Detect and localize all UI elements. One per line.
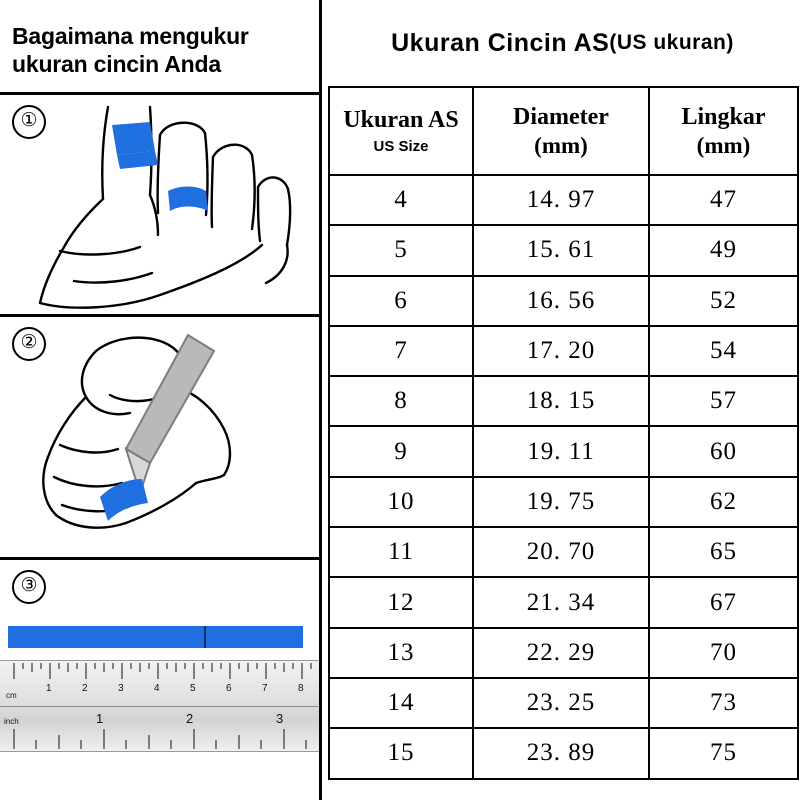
step-2-block	[0, 314, 319, 557]
cell-us-size: 12	[329, 577, 473, 627]
ruler-unit-cm: cm	[6, 691, 17, 700]
cell-diameter: 15. 61	[473, 225, 649, 275]
size-table-title-main: Ukuran Cincin AS	[391, 28, 610, 57]
table-row	[329, 326, 798, 376]
cell-us-size: 10	[329, 477, 473, 527]
cell-circumference: 57	[649, 376, 798, 426]
cell-circumference: 70	[649, 628, 798, 678]
cell-diameter: 23. 89	[473, 728, 649, 778]
table-row	[329, 678, 798, 728]
cell-circumference: 52	[649, 276, 798, 326]
cell-diameter: 14. 97	[473, 175, 649, 225]
ruler-unit-inch: inch	[4, 717, 19, 726]
step-1-number: ①	[12, 105, 46, 139]
table-row	[329, 426, 798, 476]
cell-circumference: 65	[649, 527, 798, 577]
cell-circumference: 73	[649, 678, 798, 728]
table-row	[329, 728, 798, 778]
cell-us-size: 14	[329, 678, 473, 728]
strip-mark-line	[204, 626, 206, 648]
ruler-illustration	[0, 660, 319, 752]
cell-circumference: 62	[649, 477, 798, 527]
ruler-cm-label-4: 4	[154, 683, 160, 694]
instructions-title-line2: ukuran cincin Anda	[12, 51, 221, 78]
hand-with-paper-strip-illustration	[0, 95, 319, 314]
ruler-cm-label-6: 6	[226, 683, 232, 694]
ruler-inch-label-1: 1	[96, 711, 104, 726]
cell-us-size: 7	[329, 326, 473, 376]
cell-diameter: 19. 11	[473, 426, 649, 476]
cell-circumference: 75	[649, 728, 798, 778]
ruler-cm-label-2: 2	[82, 683, 88, 694]
cell-us-size: 5	[329, 225, 473, 275]
instructions-title-line1: Bagaimana mengukur	[12, 23, 249, 49]
column-header-diameter	[473, 87, 649, 175]
hand-marking-strip-with-pen-illustration	[0, 317, 319, 557]
column-header-diameter-main: Diameter	[513, 103, 609, 130]
table-header-row	[329, 87, 798, 175]
ruler-cm-label-3: 3	[118, 683, 124, 694]
paper-strip-blue	[8, 626, 303, 648]
ring-size-table	[328, 86, 799, 780]
cell-us-size: 15	[329, 728, 473, 778]
cell-us-size: 4	[329, 175, 473, 225]
ruler-inch-label-2: 2	[186, 711, 194, 726]
table-row	[329, 175, 798, 225]
step-3-block	[0, 557, 319, 800]
size-table-panel	[325, 0, 800, 800]
column-header-circumference	[649, 87, 798, 175]
ruler-center-line	[0, 706, 319, 707]
table-row	[329, 577, 798, 627]
cell-us-size: 9	[329, 426, 473, 476]
ruler-cm-label-1: 1	[46, 683, 52, 694]
cell-circumference: 47	[649, 175, 798, 225]
cell-us-size: 8	[329, 376, 473, 426]
cell-diameter: 20. 70	[473, 527, 649, 577]
cell-circumference: 49	[649, 225, 798, 275]
cell-diameter: 18. 15	[473, 376, 649, 426]
cell-us-size: 13	[329, 628, 473, 678]
cell-diameter: 16. 56	[473, 276, 649, 326]
instructions-panel	[0, 0, 322, 800]
step-2-number: ②	[12, 327, 46, 361]
cell-circumference: 67	[649, 577, 798, 627]
cell-us-size: 6	[329, 276, 473, 326]
column-header-circumference-unit: (mm)	[696, 132, 751, 158]
cell-diameter: 22. 29	[473, 628, 649, 678]
ruler-inch-label-3: 3	[276, 711, 284, 726]
cell-us-size: 11	[329, 527, 473, 577]
cell-diameter: 17. 20	[473, 326, 649, 376]
column-header-circumference-main: Lingkar	[681, 103, 766, 130]
instructions-title	[12, 22, 317, 78]
step-3-number: ③	[12, 570, 46, 604]
table-row	[329, 276, 798, 326]
cell-diameter: 23. 25	[473, 678, 649, 728]
column-header-us-size	[329, 87, 473, 175]
table-body	[329, 175, 798, 779]
ruler-cm-label-5: 5	[190, 683, 196, 694]
ruler-cm-label-7: 7	[262, 683, 268, 694]
cell-diameter: 19. 75	[473, 477, 649, 527]
table-row	[329, 527, 798, 577]
column-header-diameter-unit: (mm)	[534, 132, 588, 158]
size-table-title-sub: (US ukuran)	[609, 31, 734, 54]
step-1-block	[0, 92, 319, 314]
column-header-us-size-main: Ukuran AS	[343, 107, 459, 133]
table-row	[329, 628, 798, 678]
table-row	[329, 477, 798, 527]
ruler-cm-label-8: 8	[298, 683, 304, 694]
cell-circumference: 54	[649, 326, 798, 376]
column-header-us-size-sub: US Size	[373, 138, 429, 155]
table-row	[329, 225, 798, 275]
cell-diameter: 21. 34	[473, 577, 649, 627]
table-row	[329, 376, 798, 426]
cell-circumference: 60	[649, 426, 798, 476]
size-table-title	[325, 0, 800, 86]
